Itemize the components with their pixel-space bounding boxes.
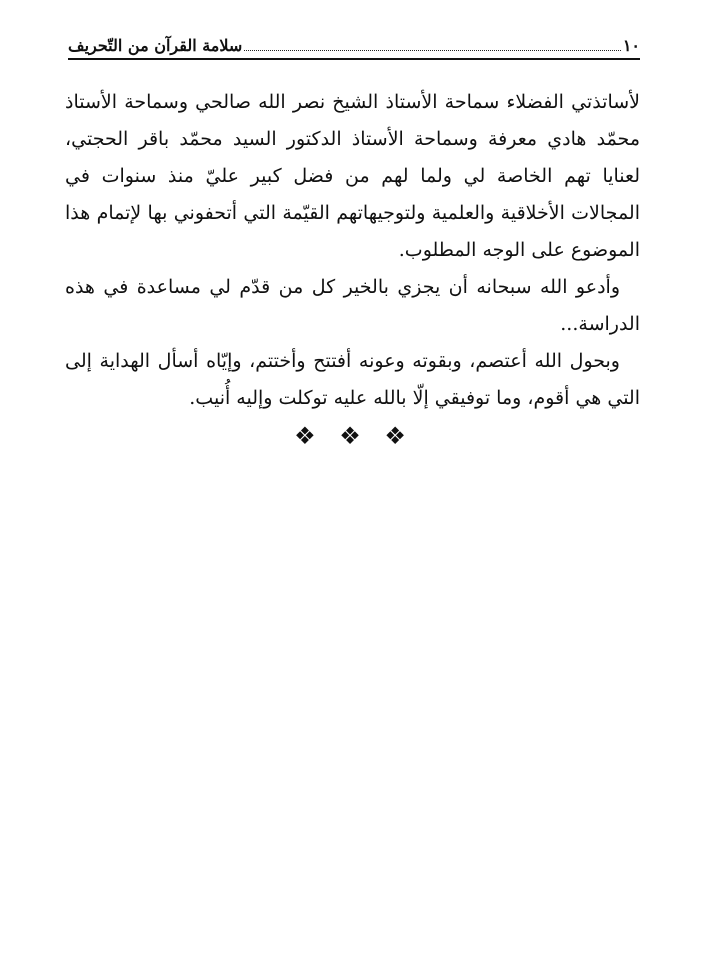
header-rule — [68, 58, 640, 60]
paragraph-acknowledgement: لأساتذتي الفضلاء سماحة الأستاذ الشيخ نصر الله صالحي وسماحة الأستاذ محمّد هادي معرفة وسماحة الأستاذ الدكتور السيد محمّد باقر الحجتي، لعنايا تهم الخاصة لي ولما لهم من فضل كبير عليّ منذ سنوات في المجالات الأخلاقية والعلمية ولتوجيهاتهم القيّمة التي أتحفوني بها لإتمام هذا الموضوع على الوجه المطلوب. — [65, 91, 640, 261]
diamond-ornament-icon: ❖ ❖ ❖ — [294, 422, 414, 450]
paragraph-prayer: وأدعو الله سبحانه أن يجزي بالخير كل من قدّم لي مساعدة في هذه الدراسة... — [65, 276, 640, 335]
book-title: سلامة القرآن من التّحريف — [68, 36, 243, 55]
running-header — [68, 30, 640, 56]
paragraph-closing: وبحول الله أعتصم، وبقوته وعونه أفتتح وأختتم، وإيّاه أسأل الهداية إلى التي هي أقوم، وما توفيقي إلّا بالله عليه توكلت وإليه أُنيب. — [65, 350, 640, 409]
page-number: ١٠ — [622, 36, 640, 55]
body-text — [65, 84, 640, 417]
dot-leader — [244, 30, 620, 51]
